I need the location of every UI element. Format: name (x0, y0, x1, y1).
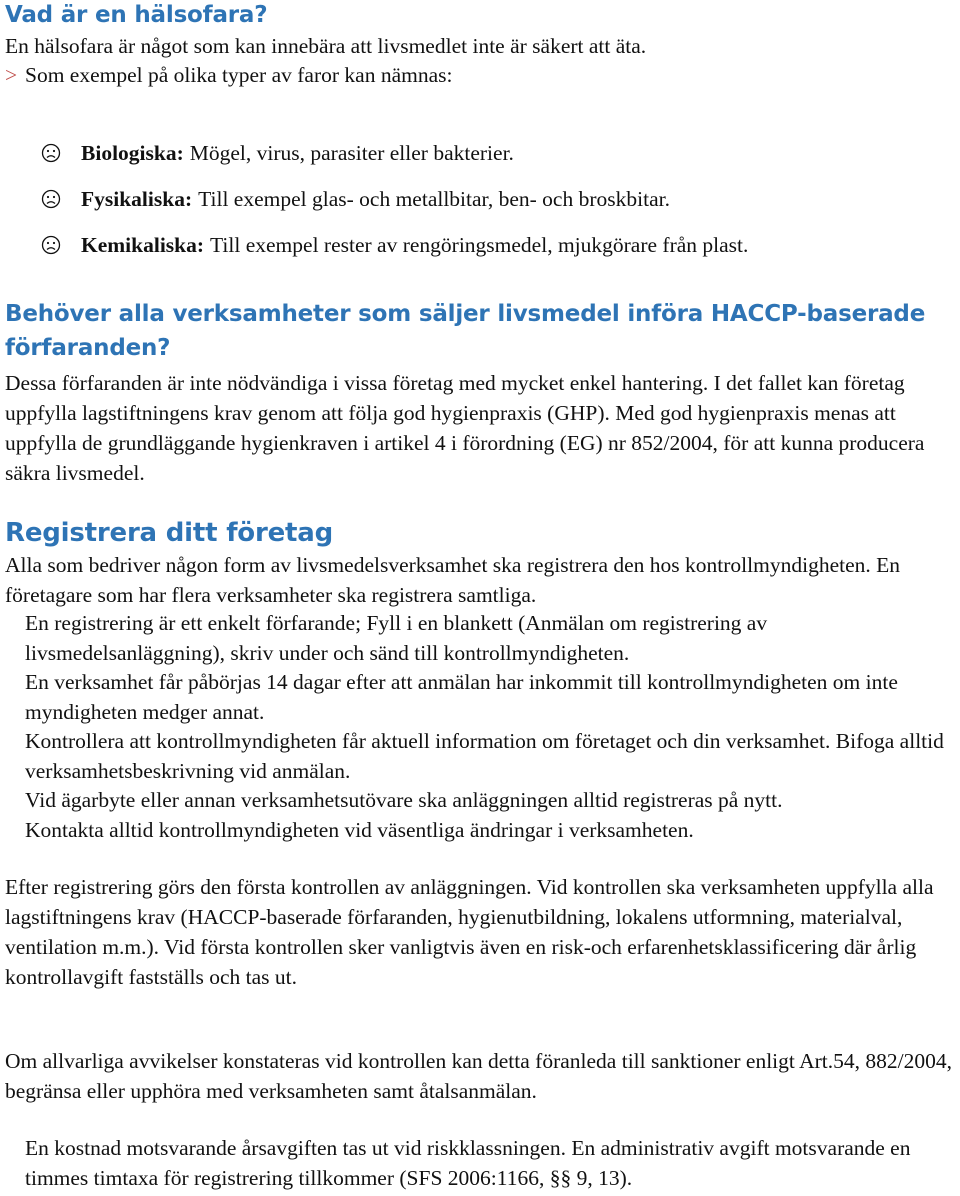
list-item: En verksamhet får påbörjas 14 dagar efter att anmälan har inkommit till kontrollmyndigheten om inte myndigheten medger annat. (5, 668, 955, 727)
examples-intro: > Som exempel på olika typer av faror kan nämnas: (5, 60, 452, 90)
arrow-marker (5, 668, 25, 698)
frown-face-icon (41, 235, 61, 255)
hazard-item-biological: Biologiska: Mögel, virus, parasiter eller bakterier. (41, 130, 748, 176)
arrow-marker (5, 609, 25, 639)
intro-paragraph: En hälsofara är något som kan innebära att livsmedlet inte är säkert att äta. (5, 34, 647, 58)
section-heading-haccp: Behöver alla verksamheter som säljer livsmedel införa HACCP-baserade förfaranden? (5, 301, 926, 361)
list-item: Vid ägarbyte eller annan verksamhetsutövare ska anläggningen alltid registreras på nytt. (5, 786, 955, 816)
fee-paragraph: En kostnad motsvarande årsavgiften tas ut vid riskklassningen. En administrativ avgift motsvarande en timmes timtaxa för registrering tillkommer (SFS 2006:1166, §§ 9, 13). (5, 1134, 960, 1193)
frown-face-icon (41, 143, 61, 163)
inspection-paragraph: Efter registrering görs den första kontrollen av anläggningen. Vid kontrollen ska verksamheten uppfylla alla lagstiftningens krav (HACCP-baserade förfaranden, hygienutbildning, lokalens utformning, materialval, ventilation m.m.). Vid första kontrollen sker vanligtvis även en risk-och erfarenhetsklassificering där årlig kontrollavgift fastställs och tas ut. (5, 875, 934, 989)
frown-face-icon (41, 189, 61, 209)
haccp-paragraph: Dessa förfaranden är inte nödvändiga i vissa företag med mycket enkel hantering. I det fallet kan företag uppfylla lagstiftningens krav genom att följa god hygienpraxis (GHP). Med god hygienpraxis menas att uppfylla de grundläggande hygienkraven i artikel 4 i förordning (EG) nr 852/2004, för att kunna producera säkra livsmedel. (5, 371, 925, 485)
list-item: En registrering är ett enkelt förfarande; Fyll i en blankett (Anmälan om registrering av livsmedelsanläggning), skriv under och sänd till kontrollmyndigheten. (5, 609, 955, 668)
section-heading-register: Registrera ditt företag (5, 518, 334, 548)
list-item: Kontakta alltid kontrollmyndigheten vid väsentliga ändringar i verksamheten. (5, 816, 955, 846)
arrow-marker (5, 727, 25, 757)
hazard-list (41, 130, 748, 268)
sanctions-paragraph: Om allvarliga avvikelser konstateras vid kontrollen kan detta föranleda till sanktioner enligt Art.54, 882/2004, begränsa eller upphöra med verksamheten samt åtalsanmälan. (5, 1049, 952, 1103)
hazard-item-chemical: Kemikaliska: Till exempel rester av rengöringsmedel, mjukgörare från plast. (41, 222, 748, 268)
arrow-marker (5, 816, 25, 846)
register-paragraph: Alla som bedriver någon form av livsmedelsverksamhet ska registrera den hos kontrollmyndigheten. En företagare som har flera verksamheter ska registrera samtliga. (5, 553, 901, 607)
register-bullet-list (5, 609, 955, 845)
arrow-marker (5, 1134, 25, 1164)
arrow-marker: > (5, 63, 18, 87)
arrow-marker (5, 786, 25, 816)
hazard-item-physical: Fysikaliska: Till exempel glas- och metallbitar, ben- och broskbitar. (41, 176, 748, 222)
list-item: Kontrollera att kontrollmyndigheten får aktuell information om företaget och din verksamhet. Bifoga alltid verksamhetsbeskrivning vid anmälan. (5, 727, 955, 786)
section-heading-health-hazard: Vad är en hälsofara? (5, 2, 268, 28)
